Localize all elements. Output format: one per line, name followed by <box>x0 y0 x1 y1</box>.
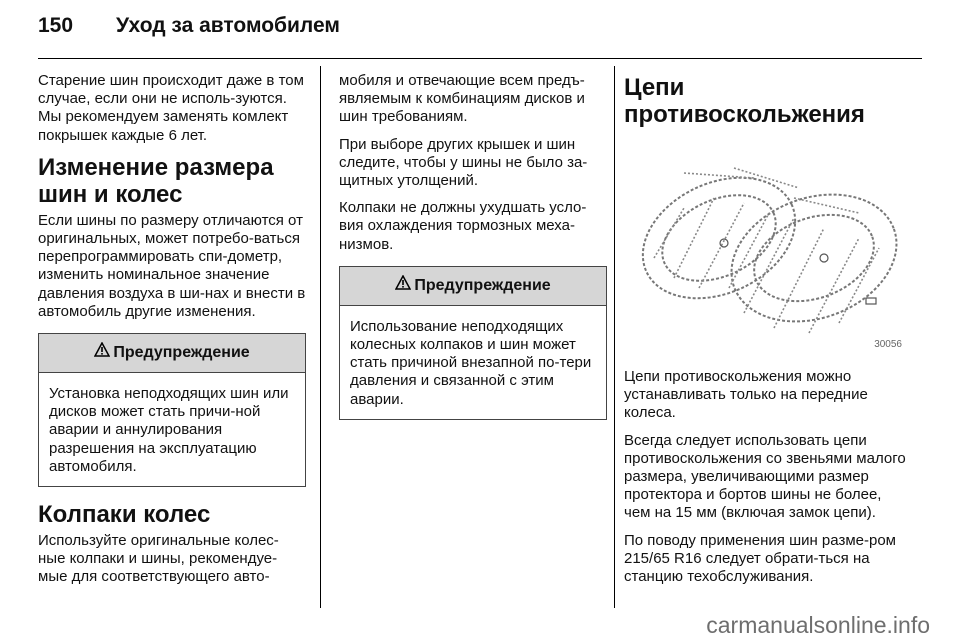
column-divider-2 <box>614 66 615 608</box>
warning-box-tires <box>38 333 306 487</box>
warning-header <box>340 267 606 306</box>
chapter-title: Уход за автомобилем <box>116 14 340 37</box>
column-middle <box>339 72 607 434</box>
warning-triangle-icon <box>395 267 411 305</box>
tire-size-paragraph: Если шины по размеру отличаются от оригинальных, может потребо-ваться перепрограммировать спи-дометр, изменить номинальное значение давления воздуха в ши-нах и внести в автомобиль другие изменения. <box>38 211 306 320</box>
watermark-text: carmanualsonline.info <box>706 612 930 638</box>
watermark <box>0 612 960 639</box>
warning-title: Предупреждение <box>113 344 250 362</box>
section-heading-wheel-covers: Колпаки колес <box>38 501 211 529</box>
page-header <box>38 14 922 50</box>
wheel-covers-continued: мобиля и отвечающие всем предъ-являемым к комбинациям дисков и шин требованиям. <box>339 72 585 126</box>
warning-box-covers <box>339 266 607 420</box>
snow-chains-illustration <box>624 138 908 356</box>
intro-paragraph: Старение шин происходит даже в том случае, если они не исполь-зуются. Мы рекомендуем заменять комлект покрышек каждые 6 лет. <box>38 72 304 144</box>
chains-tire-size-paragraph: По поводу применения шин разме-ром 215/65 R16 следует обрати-ться на станцию техобслуживания. <box>624 531 896 586</box>
brake-cooling-paragraph: Колпаки не должны ухудшать усло-вия охлаждения тормозных меха-низмов. <box>339 199 587 253</box>
warning-triangle-icon <box>94 334 110 372</box>
chains-size-paragraph: Всегда следует использовать цепи противоскольжения со звеньями малого размера, увеличивающими размер протектора и бортов шины не более, чем на 15 мм (включая замок цепи). <box>624 431 906 522</box>
page-number: 150 <box>38 14 74 37</box>
warning-text: Установка неподходящих шин или дисков может стать причи-ной аварии и аннулирования разрешения на эксплуатацию автомобиля. <box>49 385 289 475</box>
header-divider <box>38 58 922 59</box>
column-divider-1 <box>320 66 321 608</box>
snow-chains-drawing <box>624 138 908 356</box>
section-heading-tire-size: Изменение размера шин и колес <box>38 153 274 208</box>
chains-front-wheels-paragraph: Цепи противоскольжения можно устанавливать только на передние колеса. <box>624 368 868 422</box>
column-right <box>624 72 908 595</box>
warning-title: Предупреждение <box>414 277 551 295</box>
wheel-covers-paragraph: Используйте оригинальные колес-ные колпаки и шины, рекомендуе-мые для соответствующего авто- <box>38 532 279 586</box>
section-heading-snow-chains: Цепи противоскольжения <box>624 74 865 128</box>
cover-selection-paragraph: При выборе других крышек и шин следите, чтобы у шины не было за-щитных утолщений. <box>339 135 588 190</box>
warning-header <box>39 334 305 373</box>
figure-number: 30056 <box>874 338 902 350</box>
warning-text: Использование неподходящих колесных колпаков и шин может стать причиной внезапной по-тери давления и связанной с этим аварии. <box>350 317 592 408</box>
column-left <box>38 72 306 596</box>
